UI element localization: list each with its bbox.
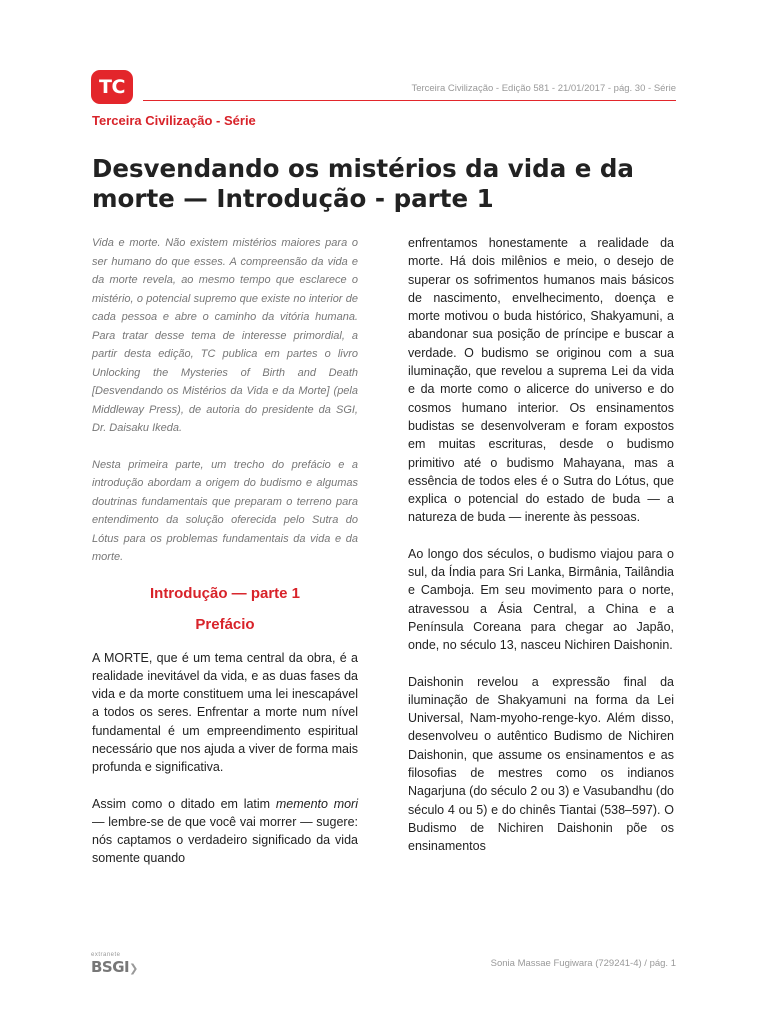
intro-paragraph-1: Vida e morte. Não existem mistérios maiores para o ser humano do que esses. A compreensão da vida e da morte revela, ao mesmo tempo que esclarece o mistério, o potencial supremo que existe no interior de cada pessoa e abre o caminho da vitória humana. Para tratar desse tema de interesse primordial, a partir desta edição, TC publica em partes o livro Unlocking the Mysteries of Birth and Death [Desvendando os Mistérios da Vida e da Morte] (pela Middleway Press), de autoria do presidente da SGI, Dr. Daisaku Ikeda. (92, 237, 358, 434)
body-paragraph-5: Daishonin revelou a expressão final da iluminação de Shakyamuni na forma da Lei Universal, Nam-myoho-renge-kyo. Além disso, desenvolveu o autêntico Budismo de Nichiren Daishonin, que assume os ensinamentos e as filosofias de mestres como os indianos Nagarjuna (do século 2 ou 3) e Vasubandhu (do século 4 ou 5) e do chinês Tiantai (538–597). O Budismo de Nichiren Daishonin põe os ensinamentos (408, 674, 674, 854)
header-divider (143, 100, 676, 101)
intro-paragraph-2: Nesta primeira parte, um trecho do prefácio e a introdução abordam a origem do budismo e algumas doutrinas fundamentais que preparam o terreno para entendimento da solução oferecida pelo Sutra do Lótus para os problemas fundamentais da vida e da morte. (92, 458, 358, 563)
body-text: — lembre-se de que você vai morrer — sugere: nós captamos o verdadeiro significado da vida somente quando (92, 814, 358, 866)
body-paragraph-2 (92, 795, 358, 868)
right-column (408, 234, 674, 874)
part-heading: Introdução — parte 1 (149, 584, 301, 602)
body-text: Assim como o ditado em latim (92, 796, 276, 811)
body-paragraph-4: Ao longo dos séculos, o budismo viajou para o sul, da Índia para Sri Lanka, Birmânia, Tailândia e Camboja. Em seu movimento para o norte, atravessou a Ásia Central, a China e a Península Coreana para chegar ao Japão, onde, no século 13, nasceu Nichiren Daishonin. (408, 546, 674, 653)
chevron-right-icon: ❯ (129, 962, 138, 975)
logo-small-text: extranete (91, 952, 121, 958)
body-paragraph-3: enfrentamos honestamente a realidade da morte. Há dois milênios e meio, o desejo de superar os sofrimentos humanos mais básicos de nascimento, envelhecimento, doença e morte motivou o buda histórico, Shakyamuni, a abandonar sua posição de príncipe e buscar a verdade. O budismo se originou com a sua iluminação, que revelou a suprema Lei da vida e da morte como o alicerce do universo e do cosmos humano interior. Os ensinamentos budistas se desenvolveram e foram expostos em muitas escrituras, desde o budismo primitivo até o budismo Mahayana, mas a essência de todos eles é o Sutra do Lótus, que explica o potencial do estado de buda — a natureza de buda — inerente às pessoas. (408, 236, 674, 525)
preface-heading: Prefácio (195, 615, 255, 633)
article-title: Desvendando os mistérios da vida e da morte — Introdução - parte 1 (92, 154, 634, 213)
footer-credit: Sonia Massae Fugiwara (729241-4) / pág. 1 (490, 958, 676, 969)
logo-big-text: BSGI❯ (91, 958, 138, 976)
body-paragraph-1: A MORTE, que é um tema central da obra, é a realidade inevitável da vida, e as duas fases da vida e da morte constituem uma lei inescapável a todos os seres. Enfrentar a morte num nível fundamental é um empreendimento espiritual necessário que nos ajuda a viver de forma mais profunda e significativa. (92, 650, 358, 775)
section-label: Terceira Civilização - Série (92, 113, 256, 128)
edition-info: Terceira Civilização - Edição 581 - 21/01/2017 - pág. 30 - Série (411, 83, 676, 94)
bsgi-logo (91, 952, 138, 977)
latin-phrase: memento mori (275, 796, 358, 811)
left-column (92, 234, 358, 886)
tc-logo: TC (91, 70, 133, 104)
